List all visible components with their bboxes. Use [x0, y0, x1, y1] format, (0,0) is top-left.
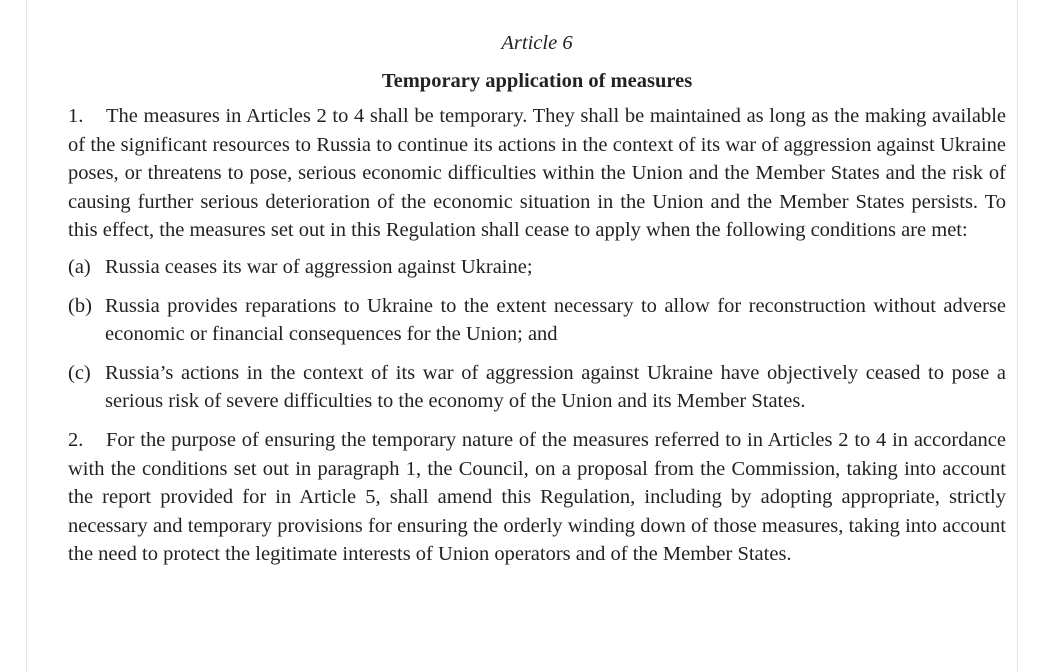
paragraph-1-number: 1. — [68, 105, 84, 127]
article-title: Temporary application of measures — [381, 70, 693, 92]
paragraph-2 — [68, 426, 1006, 569]
condition-c — [68, 359, 1006, 416]
condition-b-marker: (b) — [68, 294, 92, 317]
condition-a-text: Russia ceases its war of aggression against Ukraine; — [105, 255, 533, 278]
article-number: Article 6 — [501, 32, 573, 54]
paragraph-2-number: 2. — [68, 428, 84, 451]
paragraph-2-text: For the purpose of ensuring the temporary nature of the measures referred to in Articles 2 to 4 in accordance with the conditions set out in paragraph 1, the Council, on a proposal from the Commission, taking into account the report provided for in Article 5, shall amend this Regulation, including by adopting appropriate, strictly necessary and temporary provisions for ensuring the orderly winding down of those measures, taking into account the need to protect the legitimate interests of Union operators and of the Member States. — [68, 428, 1006, 566]
paragraph-1-text: The measures in Articles 2 to 4 shall be temporary. They shall be maintained as long as the making available of the significant resources to Russia to continue its actions in the context of its war of aggression against Ukraine poses, or threatens to pose, serious economic difficulties within the Union and the Member States and the risk of causing further serious deterioration of the economic situation in the Union and the Member States persists. To this effect, the measures set out in this Regulation shall cease to apply when the following conditions are met: — [68, 105, 1006, 242]
paragraph-1 — [68, 102, 1006, 245]
article-content — [68, 29, 1006, 577]
condition-b — [68, 292, 1006, 349]
document-page — [26, 0, 1018, 672]
condition-a — [68, 253, 1006, 282]
condition-c-marker: (c) — [68, 361, 91, 384]
condition-c-text: Russia’s actions in the context of its war of aggression against Ukraine have objectively ceased to pose a serious risk of severe difficulties to the economy of the Union and its Member States. — [105, 361, 1006, 413]
condition-a-marker: (a) — [68, 255, 91, 278]
condition-b-text: Russia provides reparations to Ukraine to the extent necessary to allow for reconstruction without adverse economic or financial consequences for the Union; and — [105, 294, 1006, 346]
